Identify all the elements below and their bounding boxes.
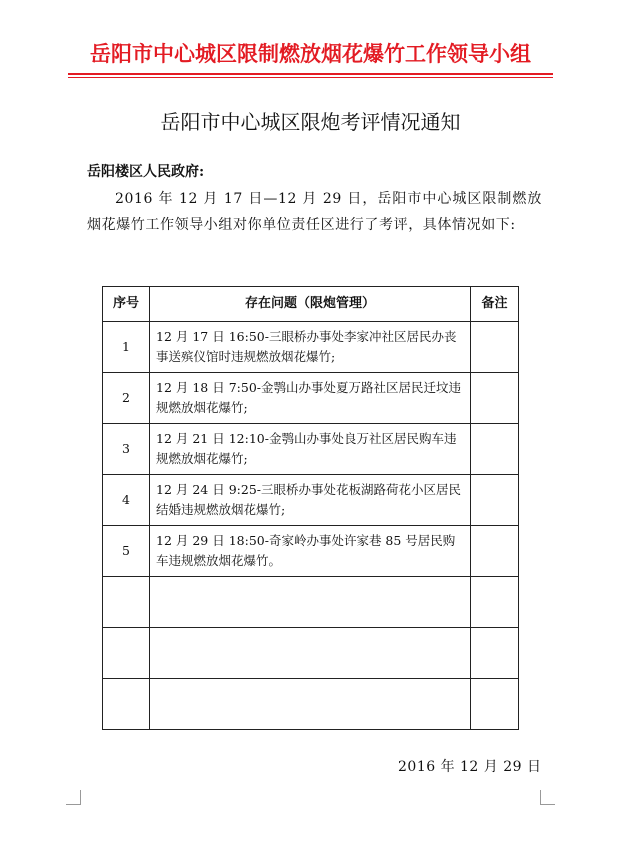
row-note — [471, 373, 519, 424]
row-note — [471, 526, 519, 577]
table-row-empty — [103, 628, 519, 679]
row-issue: 12 月 17 日 16:50-三眼桥办事处李家冲社区居民办丧事送殡仪馆时违规燃放烟花爆竹; — [150, 322, 471, 373]
row-note — [471, 322, 519, 373]
row-note — [471, 577, 519, 628]
table-row — [103, 526, 519, 577]
row-index: 5 — [103, 526, 150, 577]
row-index — [103, 628, 150, 679]
row-index — [103, 679, 150, 730]
row-issue — [150, 577, 471, 628]
page-margin-marker-left — [66, 790, 81, 805]
row-issue: 12 月 18 日 7:50-金鹗山办事处夏万路社区居民迁坟违规燃放烟花爆竹; — [150, 373, 471, 424]
table-row — [103, 475, 519, 526]
recipient-line: 岳阳楼区人民政府: — [87, 164, 205, 180]
assessment-table — [102, 286, 519, 730]
row-index — [103, 577, 150, 628]
table-row — [103, 322, 519, 373]
row-note — [471, 679, 519, 730]
header-red-rule-thin — [68, 77, 553, 78]
table-row — [103, 424, 519, 475]
row-note — [471, 628, 519, 679]
table-row — [103, 373, 519, 424]
issuer-header: 岳阳市中心城区限制燃放烟花爆竹工作领导小组 — [90, 42, 531, 66]
row-index: 3 — [103, 424, 150, 475]
row-index: 1 — [103, 322, 150, 373]
table-header-row — [103, 287, 519, 322]
row-index: 4 — [103, 475, 150, 526]
column-header-note: 备注 — [471, 287, 519, 322]
column-header-issue: 存在问题（限炮管理） — [150, 287, 471, 322]
row-issue: 12 月 29 日 18:50-奇家岭办事处许家巷 85 号居民购车违规燃放烟花爆竹。 — [150, 526, 471, 577]
header-red-rule — [68, 73, 553, 75]
document-date: 2016 年 12 月 29 日 — [398, 759, 542, 775]
body-paragraph: 2016 年 12 月 17 日—12 月 29 日，岳阳市中心城区限制燃放烟花爆竹工作领导小组对你单位责任区进行了考评，具体情况如下: — [87, 191, 542, 233]
row-issue: 12 月 21 日 12:10-金鹗山办事处良万社区居民购车违规燃放烟花爆竹; — [150, 424, 471, 475]
row-issue — [150, 628, 471, 679]
table-row-empty — [103, 577, 519, 628]
page-margin-marker-right — [540, 790, 555, 805]
column-header-index: 序号 — [103, 287, 150, 322]
row-issue: 12 月 24 日 9:25-三眼桥办事处花板湖路荷花小区居民结婚违规燃放烟花爆竹; — [150, 475, 471, 526]
row-note — [471, 475, 519, 526]
document-title: 岳阳市中心城区限炮考评情况通知 — [160, 110, 461, 134]
row-note — [471, 424, 519, 475]
row-index: 2 — [103, 373, 150, 424]
table-row-empty — [103, 679, 519, 730]
row-issue — [150, 679, 471, 730]
